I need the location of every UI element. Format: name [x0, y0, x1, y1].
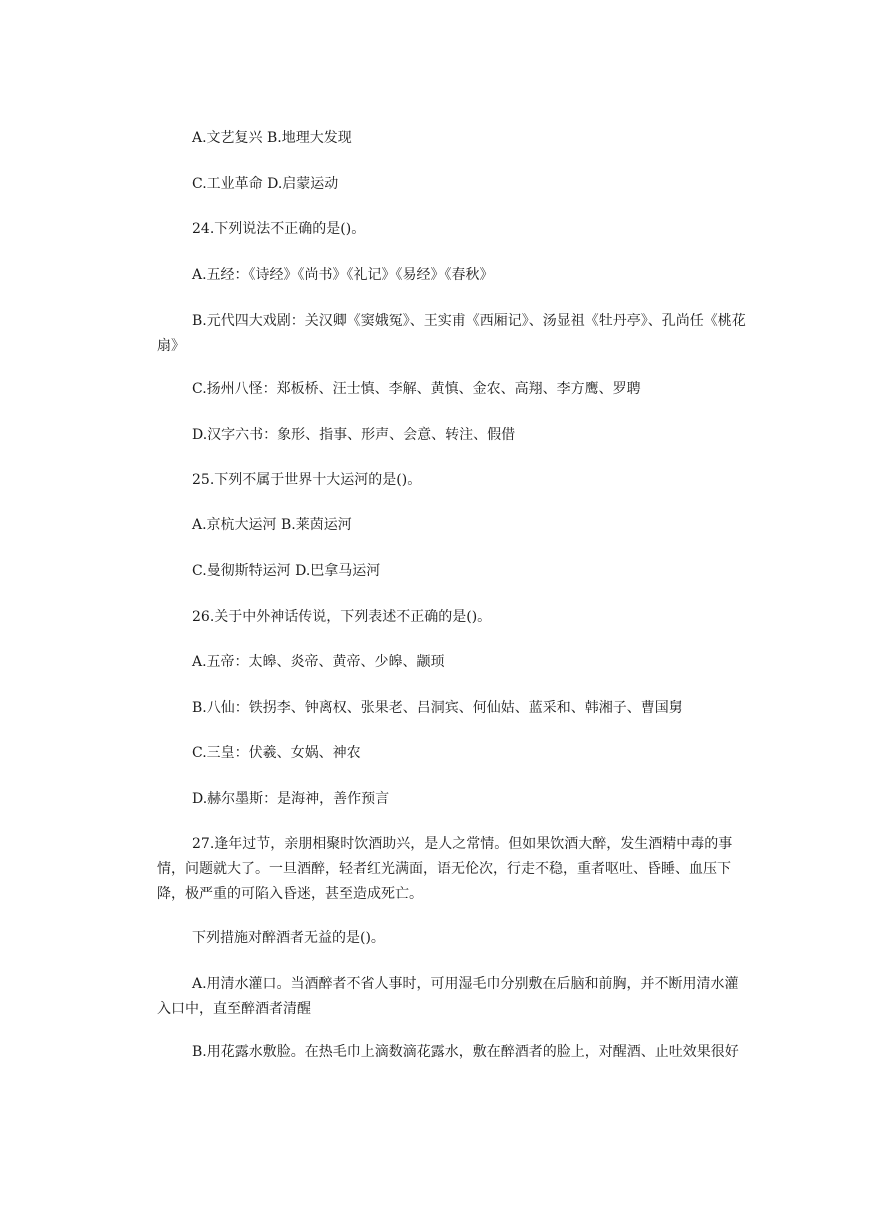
q27-option-a: A.用清水灌口。当酒醉者不省人事时，可用湿毛巾分别敷在后脑和前胸，并不断用清水灌入口中，直至醉酒者清醒	[157, 976, 739, 1017]
q27-option-b: B.用花露水敷脸。在热毛巾上滴数滴花露水，敷在醉酒者的脸上，对醒酒、止吐效果很好	[192, 1044, 739, 1060]
q24-option-a: A.五经：《诗经》《尚书》《礼记》《易经》《春秋》	[192, 267, 494, 283]
q24-option-d: D.汉字六书：象形、指事、形声、会意、转注、假借	[192, 427, 516, 443]
q27-passage: 27.逢年过节，亲朋相聚时饮酒助兴，是人之常情。但如果饮酒大醉，发生酒精中毒的事情，问题就大了。一旦酒醉，轻者红光满面，语无伦次，行走不稳，重者呕吐、昏睡、血压下降，极严重的可陷入昏迷，甚至造成死亡。	[157, 836, 733, 902]
q25-question: 25.下列不属于世界十大运河的是()。	[192, 472, 422, 488]
q26-option-a: A.五帝：太皞、炎帝、黄帝、少皞、颛顼	[192, 654, 445, 670]
q23-options-ab: A.文艺复兴 B.地理大发现	[192, 130, 352, 146]
q25-options-ab: A.京杭大运河 B.莱茵运河	[192, 517, 352, 533]
q27-question: 下列措施对醉酒者无益的是()。	[192, 930, 385, 946]
q25-options-cd: C.曼彻斯特运河 D.巴拿马运河	[192, 563, 381, 579]
q23-options-cd: C.工业革命 D.启蒙运动	[192, 176, 339, 192]
q26-option-d: D.赫尔墨斯：是海神，善作预言	[192, 791, 390, 807]
q26-question: 26.关于中外神话传说，下列表述不正确的是()。	[192, 609, 492, 625]
q24-question: 24.下列说法不正确的是()。	[192, 221, 366, 237]
q24-option-c: C.扬州八怪：郑板桥、汪士慎、李解、黄慎、金农、高翔、李方鹰、罗聘	[192, 381, 641, 397]
q24-option-b: B.元代四大戏剧：关汉卿《窦娥冤》、王实甫《西厢记》、汤显祖《牡丹亭》、孔尚任《桃花扇》	[157, 313, 746, 354]
q26-option-c: C.三皇：伏羲、女娲、神农	[192, 745, 361, 761]
q26-option-b: B.八仙：铁拐李、钟离权、张果老、吕洞宾、何仙姑、蓝采和、韩湘子、曹国舅	[192, 700, 683, 716]
